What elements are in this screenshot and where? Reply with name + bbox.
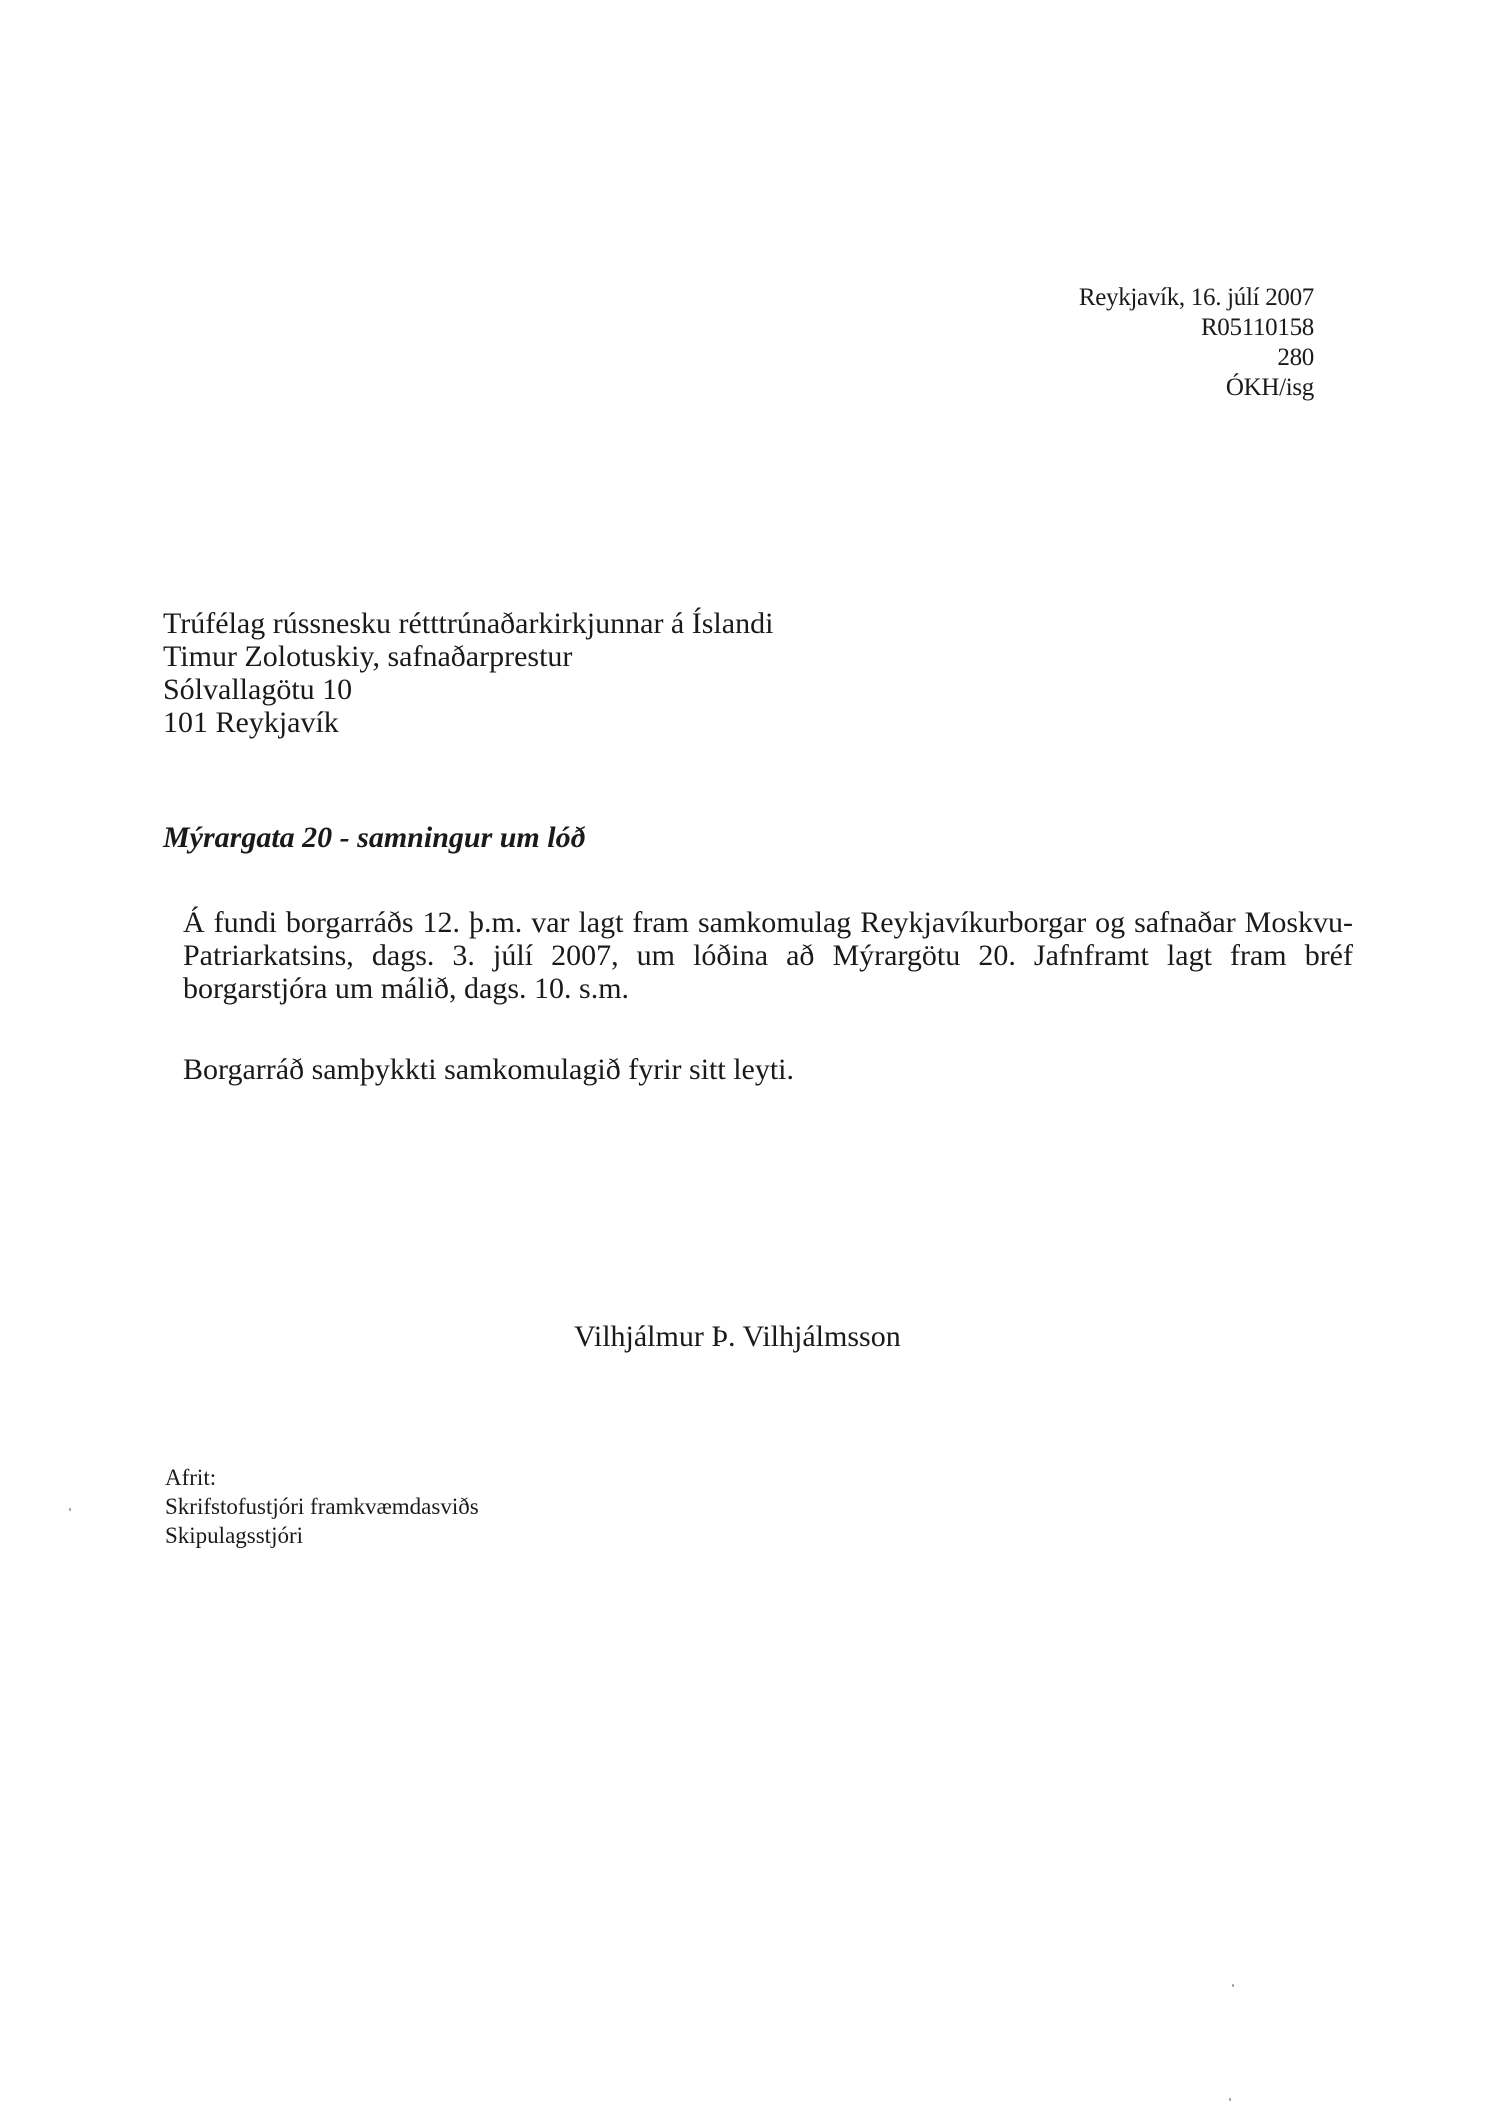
letter-subject: Mýrargata 20 - samningur um lóð bbox=[163, 821, 586, 854]
recipient-person: Timur Zolotuskiy, safnaðarprestur bbox=[163, 640, 573, 673]
document-number: 280 bbox=[1277, 344, 1314, 371]
recipient-organization: Trúfélag rússnesku rétttrúnaðarkirkjunnar á Íslandi bbox=[163, 607, 774, 640]
copies-label: Afrit: bbox=[165, 1465, 217, 1490]
scan-speck bbox=[69, 1508, 71, 1511]
place-date: Reykjavík, 16. júlí 2007 bbox=[1078, 284, 1314, 311]
copy-recipient: Skrifstofustjóri framkvæmdasviðs bbox=[165, 1494, 479, 1519]
scan-speck bbox=[1229, 2098, 1231, 2101]
body-paragraph: Borgarráð samþykkti samkomulagið fyrir sitt leyti. bbox=[183, 1053, 795, 1086]
reference-number: R05110158 bbox=[1200, 314, 1314, 341]
letter-header bbox=[1079, 283, 1314, 403]
copies-list bbox=[165, 1463, 479, 1550]
recipient-city: 101 Reykjavík bbox=[163, 706, 339, 739]
body-paragraph: Á fundi borgarráðs 12. þ.m. var lagt fram samkomulag Reykjavíkurborgar og safnaðar Moskvu-Patriarkatsins, dags. 3. júlí 2007, um lóðina að Mýrargötu 20. Jafnframt lagt fram bréf borgarstjóra um málið, dags. 10. s.m. bbox=[183, 906, 1353, 1005]
author-initials: ÓKH/isg bbox=[1225, 374, 1314, 401]
recipient-address bbox=[163, 607, 773, 739]
recipient-street: Sólvallagötu 10 bbox=[163, 673, 353, 706]
scan-speck bbox=[1232, 1984, 1234, 1987]
copy-recipient: Skipulagsstjóri bbox=[165, 1523, 304, 1548]
signature-name: Vilhjálmur Þ. Vilhjálmsson bbox=[574, 1320, 901, 1353]
